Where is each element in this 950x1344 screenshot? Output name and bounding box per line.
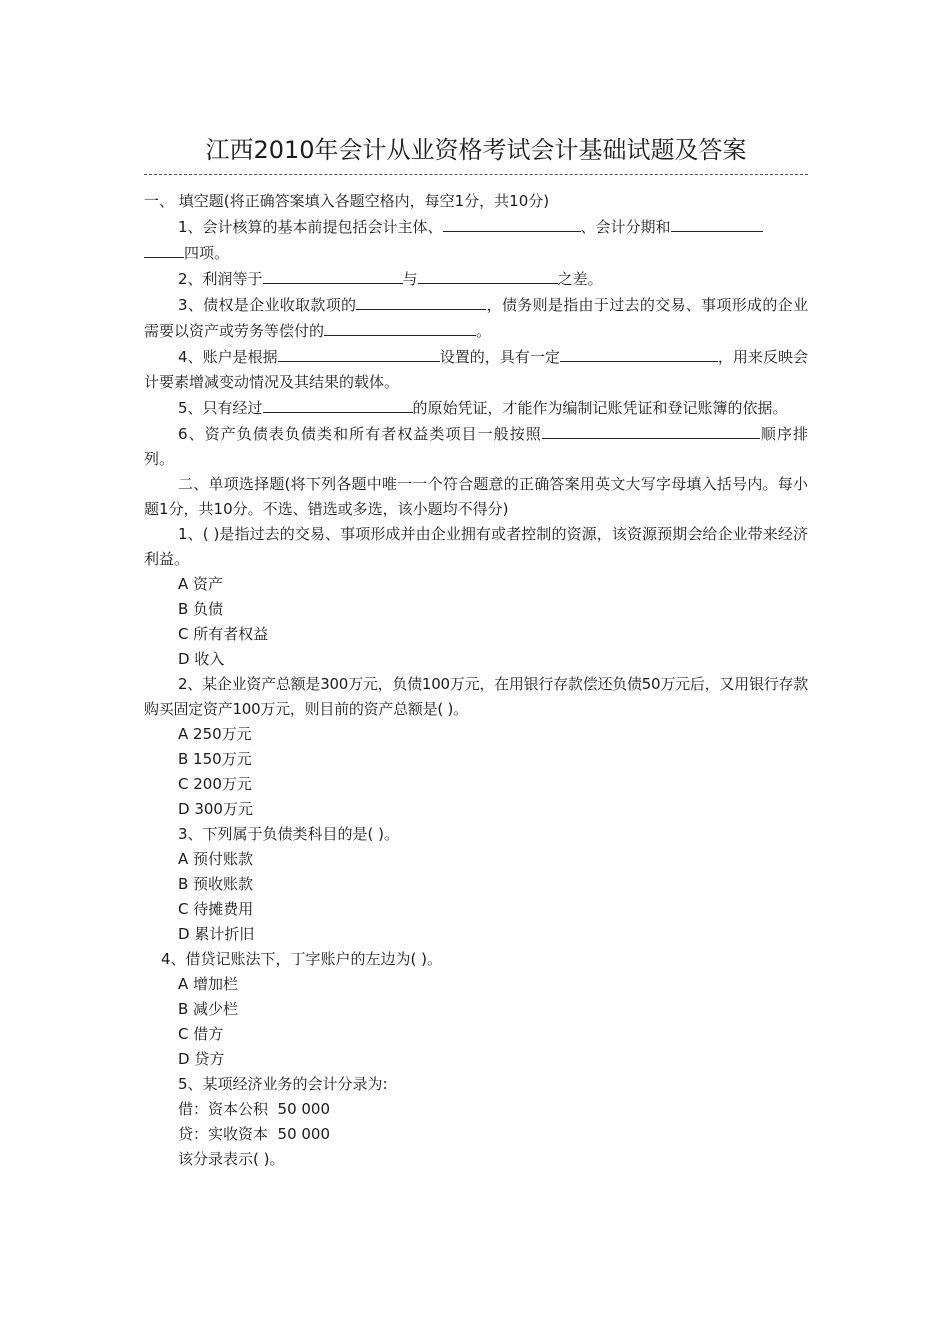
option-c[interactable]: C 200万元 — [178, 775, 252, 793]
section1-heading: 一、 填空题(将正确答案填入各题空格内，每空1分，共10分) — [144, 192, 550, 210]
fill-question-4: 4、账户是根据 设置的，具有一定 ，用来反映会计要素增减变动情况及其结果的载体。 — [144, 344, 808, 395]
title-divider — [144, 174, 808, 175]
answer-blank[interactable] — [278, 344, 440, 362]
choice-question-5-stem: 5、某项经济业务的会计分录为: — [178, 1075, 388, 1093]
journal-entry-debit: 借：资本公积 50 000 — [178, 1100, 331, 1118]
answer-blank[interactable] — [324, 318, 476, 336]
answer-blank[interactable] — [443, 214, 581, 232]
answer-blank[interactable] — [418, 266, 558, 284]
document-title: 江西2010年会计从业资格考试会计基础试题及答案 — [205, 136, 747, 164]
answer-blank[interactable] — [356, 292, 486, 310]
option-b[interactable]: B 负债 — [178, 600, 224, 618]
option-c[interactable]: C 所有者权益 — [178, 625, 269, 643]
document-page — [144, 130, 808, 1172]
fill-question-5: 5、只有经过 的原始凭证，才能作为编制记账凭证和登记账簿的依据。 — [144, 395, 808, 421]
option-d[interactable]: D 累计折旧 — [178, 925, 255, 943]
fill-question-3: 3、债权是企业收取款项的 ，债务则是指由于过去的交易、事项形成的企业需要以资产或劳务等偿付的 。 — [144, 292, 808, 344]
option-d[interactable]: D 300万元 — [178, 800, 253, 818]
option-d[interactable]: D 贷方 — [178, 1050, 225, 1068]
option-a[interactable]: A 增加栏 — [178, 975, 239, 993]
choice-question-4-stem: 4、借贷记账法下，丁字账户的左边为( )。 — [161, 950, 443, 968]
choice-question-2-stem: 2、某企业资产总额是300万元，负债100万元，在用银行存款偿还负债50万元后，又用银行存款购买固定资产100万元，则目前的资产总额是( )。 — [144, 675, 808, 718]
answer-blank[interactable] — [542, 421, 760, 439]
option-c[interactable]: C 借方 — [178, 1025, 224, 1043]
answer-blank[interactable] — [560, 344, 718, 362]
answer-blank[interactable] — [263, 266, 403, 284]
section2-heading: 二、单项选择题(将下列各题中唯一一个符合题意的正确答案用英文大写字母填入括号内。每小题1分，共10分。不选、错选或多选，该小题均不得分) — [144, 475, 808, 518]
document-body — [144, 189, 808, 1172]
fill-question-1: 1、会计核算的基本前提包括会计主体、 、会计分期和 四项。 — [144, 214, 808, 266]
fill-question-6: 6、资产负债表负债类和所有者权益类项目一般按照 顺序排列。 — [144, 421, 808, 472]
option-a[interactable]: A 资产 — [178, 575, 224, 593]
option-c[interactable]: C 待摊费用 — [178, 900, 254, 918]
answer-blank[interactable] — [144, 240, 184, 258]
choice-question-5-ask: 该分录表示( )。 — [178, 1150, 285, 1168]
option-b[interactable]: B 减少栏 — [178, 1000, 239, 1018]
option-b[interactable]: B 150万元 — [178, 750, 252, 768]
option-b[interactable]: B 预收账款 — [178, 875, 254, 893]
fill-question-2: 2、利润等于 与 之差。 — [144, 266, 808, 292]
option-a[interactable]: A 预付账款 — [178, 850, 254, 868]
answer-blank[interactable] — [263, 395, 413, 413]
choice-question-3-stem: 3、下列属于负债类科目的是( )。 — [178, 825, 400, 843]
answer-blank[interactable] — [671, 214, 763, 232]
journal-entry-credit: 贷：实收资本 50 000 — [178, 1125, 331, 1143]
option-d[interactable]: D 收入 — [178, 650, 225, 668]
choice-question-1-stem: 1、( )是指过去的交易、事项形成并由企业拥有或者控制的资源，该资源预期会给企业带来经济利益。 — [144, 525, 808, 568]
option-a[interactable]: A 250万元 — [178, 725, 252, 743]
